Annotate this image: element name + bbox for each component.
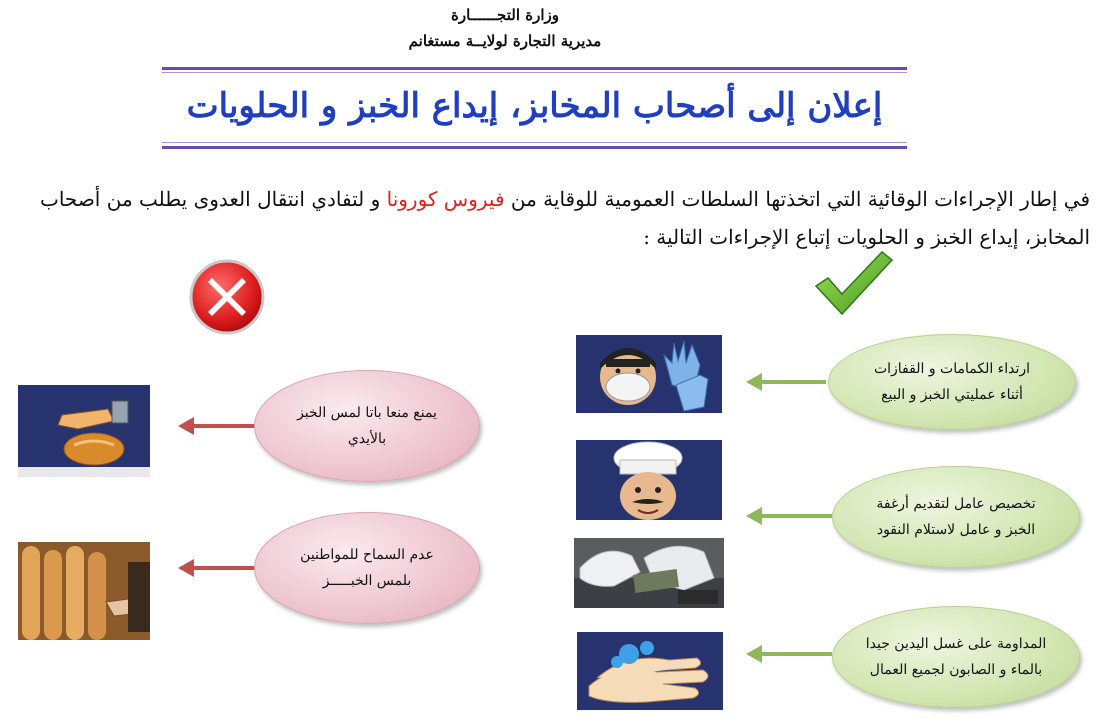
dont-item-2 (254, 512, 480, 624)
dont-arrow-1 (178, 424, 256, 428)
title-bottom-rule (162, 146, 907, 149)
baker-illustration (576, 440, 722, 520)
do-item-2-line1: تخصيص عامل لتقديم أرغفة (876, 496, 1036, 512)
mask-gloves-image (576, 335, 722, 413)
dont-item-2-line2: بلمس الخبـــــز (322, 573, 412, 589)
do-item-3-line1: المداومة على غسل اليدين جيدا (865, 636, 1047, 652)
ministry-name: وزارة التجــــــارة (451, 6, 559, 24)
bread-shelf-image (18, 542, 150, 640)
intro-text-part1: في إطار الإجراءات الوقائية التي اتخذتها السلطات العمومية للوقاية من (510, 187, 1090, 211)
cross-mark-icon (188, 258, 266, 336)
do-item-3 (832, 606, 1080, 708)
hand-bread-illustration (18, 385, 150, 477)
directorate-name: مديرية التجارة لولايــة مستغانم (408, 32, 602, 50)
do-item-1 (828, 334, 1076, 430)
page-title: إعلان إلى أصحاب المخابز، إيداع الخبز و الحلويات (186, 86, 883, 126)
do-item-2-line2: الخبز و عامل لاستلام النقود (876, 522, 1036, 538)
bread-shelf-illustration (18, 542, 150, 640)
do-arrow-3 (746, 652, 832, 656)
baker-image (576, 440, 722, 520)
dont-item-1 (254, 370, 480, 482)
dont-item-2-line1: عدم السماح للمواطنين (300, 547, 434, 563)
dont-item-1-line1: يمنع منعا باتا لمس الخبز (297, 405, 437, 421)
mask-gloves-illustration (576, 335, 722, 413)
handwash-illustration (577, 632, 723, 710)
hand-bread-image (18, 385, 150, 477)
title-top-rule (162, 67, 907, 70)
do-item-1-line2: أثناء عمليتي الخبز و البيع (881, 387, 1023, 403)
title-bottom-rule-thin (162, 142, 907, 143)
gloves-money-illustration (574, 538, 724, 608)
do-item-3-line2: بالماء و الصابون لجميع العمال (869, 662, 1043, 678)
dont-arrow-2 (178, 566, 256, 570)
ministry-header (340, 2, 670, 54)
gloves-money-image (574, 538, 724, 608)
do-item-2 (832, 466, 1080, 568)
do-item-1-line1: ارتداء الكمامات و القفازات (873, 361, 1031, 377)
intro-paragraph (15, 180, 1090, 256)
intro-text-part2: و لتفادي انتقال العدوى يطلب من أصحاب المخابز، إيداع الخبز و الحلويات إتباع الإجراءات التالية : (39, 187, 1090, 249)
dont-item-1-line2: بالأيدي (347, 431, 387, 447)
check-mark-icon (812, 248, 894, 318)
intro-highlight: فيروس كورونا (386, 187, 505, 211)
do-arrow-1 (746, 380, 826, 384)
do-arrow-2 (746, 514, 832, 518)
handwash-image (577, 632, 723, 710)
